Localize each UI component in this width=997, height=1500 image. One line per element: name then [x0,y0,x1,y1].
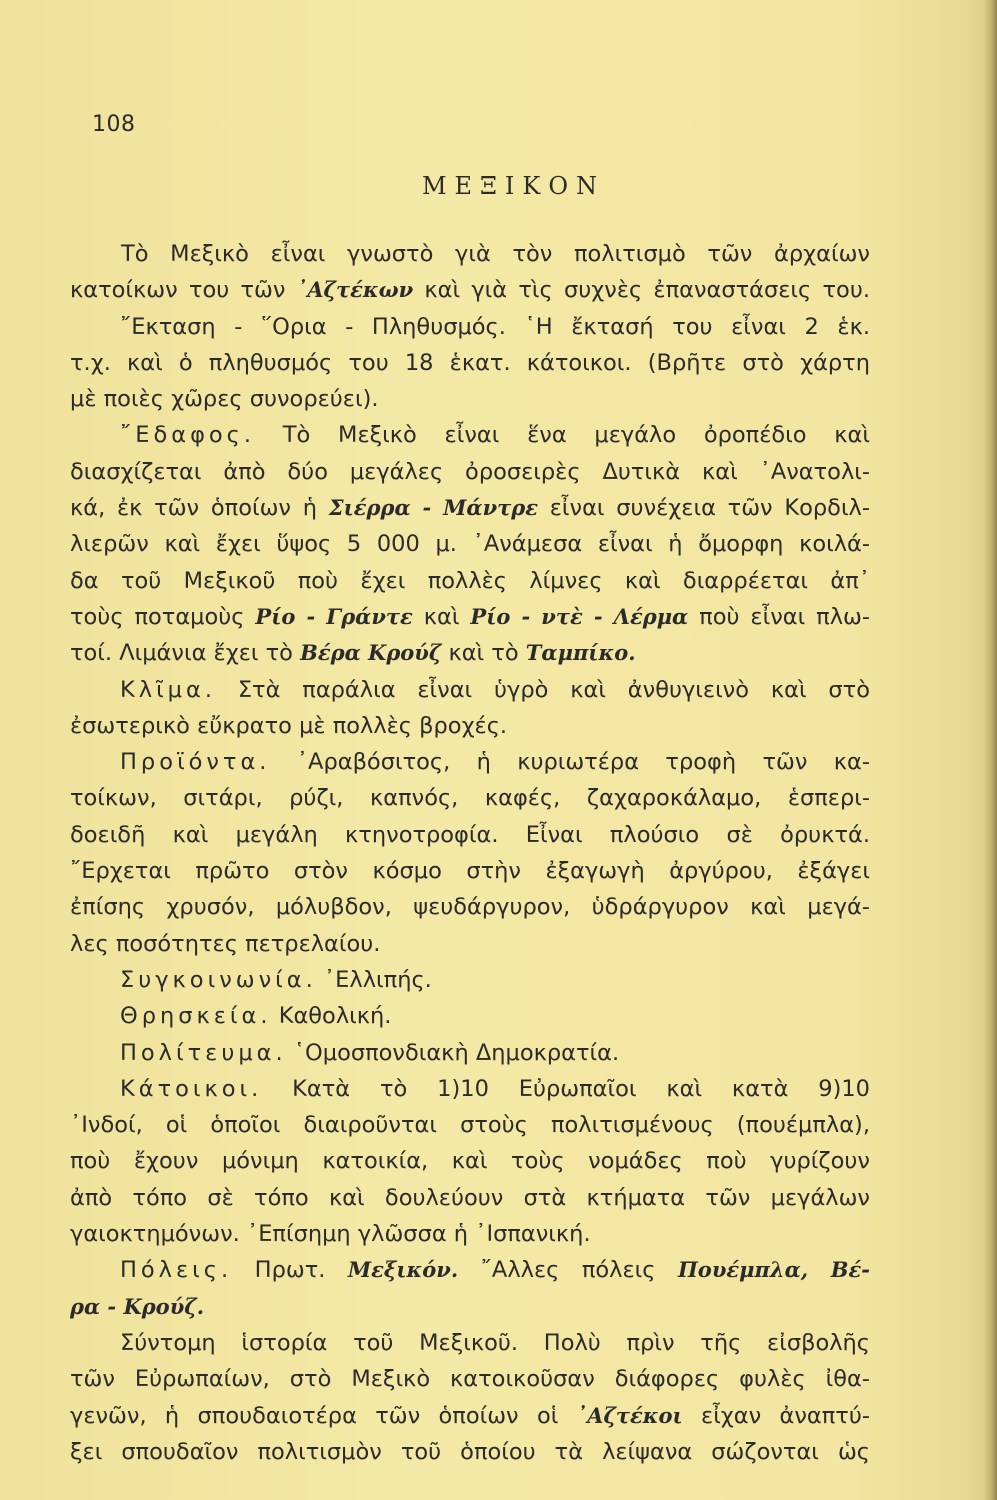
section-heading: ῎Εδαφος. [120,422,256,449]
section-heading: Πολίτευμα. [120,1039,287,1066]
section-heading: Συγκοινωνία. [120,966,317,993]
page-number: 108 [92,112,136,137]
text-line: γενῶν, ἡ σπουδαιοτέρα τῶν ὁποίων οἱ ᾿Αζτέκοι εἶχαν ἀναπτύ- [70,1402,870,1429]
text-line: τοὺς ποταμοὺς Ρίο - Γράντε καὶ Ρίο - ντὲ - Λέρμα ποὺ εἶναι πλω- [70,603,870,630]
section-heading: Κάτοικοι. [120,1075,263,1102]
text-line: Σύντομη ἱστορία τοῦ Μεξικοῦ. Πολὺ πρὶν τῆς εἰσβολῆς [120,1329,870,1356]
text-line: Πόλεις. Πρωτ. Μεξικόν. ῎Αλλες πόλεις Πουέμπλα, Βέ- [120,1257,870,1284]
page-body-text [70,236,870,1470]
text-line: Θρησκεία. Καθολική. [120,1003,392,1030]
section-heading: Πόλεις. [120,1257,233,1284]
emphasis: Ρίο - Γράντε [255,603,413,629]
emphasis: Βέρα Κρούζ [300,640,442,666]
page-edge-shadow [983,0,997,1500]
text-line: ἀπὸ τόπο σὲ τόπο καὶ δουλεύουν στὰ κτήματα τῶν μεγάλων [70,1184,870,1211]
text-line: δα τοῦ Μεξικοῦ ποὺ ἔχει πολλὲς λίμνες καὶ διαρρέεται ἀπ᾿ [70,567,870,594]
text-line: λες ποσότητες πετρελαίου. [70,930,381,957]
text-line: τῶν Εὐρωπαίων, στὸ Μεξικὸ κατοικοῦσαν διάφορες φυλὲς ἰθα- [70,1366,870,1393]
text-line: ἐσωτερικὸ εὔκρατο μὲ πολλὲς βροχές. [70,712,508,739]
text-line: κατοίκων του τῶν ᾿Αζτέκων καὶ γιὰ τὶς συχνὲς ἐπαναστάσεις του. [70,277,870,304]
emphasis: Ρίο - ντὲ - Λέρμα [470,603,689,629]
text-line: Πολίτευμα. ῾Ομοσπονδιακὴ Δημοκρατία. [120,1039,620,1066]
emphasis: Πουέμπλα, Βέ- [677,1257,870,1283]
text-line: ῎Ερχεται πρῶτο στὸν κόσμο στὴν ἐξαγωγὴ ἀργύρου, ἐξάγει [70,858,870,885]
text-line: λιερῶν καὶ ἔχει ὕψος 5 000 μ. ᾿Ανάμεσα εἶναι ἡ ὄμορφη κοιλά- [70,531,870,558]
text-line: τοίκων, σιτάρι, ρύζι, καπνός, καφές, ζαχαροκάλαμο, ἑσπερι- [70,785,870,812]
text-line: ποὺ ἔχουν μόνιμη κατοικία, καὶ τοὺς νομάδες ποὺ γυρίζουν [70,1148,870,1175]
chapter-title: ΜΕΞΙΚΟΝ [421,172,606,200]
text-line: κά, ἐκ τῶν ὁποίων ἡ Σιέρρα - Μάντρε εἶναι συνέχεια τῶν Κορδιλ- [70,495,870,522]
text-line: τοί. Λιμάνια ἔχει τὸ Βέρα Κρούζ καὶ τὸ Ταμπίκο. [70,640,636,667]
text-line: ῎Εκταση - ῞Ορια - Πληθυσμός. ῾Η ἔκτασή του εἶναι 2 ἑκ. [120,313,870,340]
text-line: Κάτοικοι. Κατὰ τὸ 1)10 Εὐρωπαῖοι καὶ κατὰ 9)10 [120,1075,870,1102]
text-line: τ.χ. καὶ ὁ πληθυσμός του 18 ἑκατ. κάτοικοι. (Βρῆτε στὸ χάρτη [70,349,870,376]
text-line: Προϊόντα. ᾿Αραβόσιτος, ἡ κυριωτέρα τροφὴ τῶν κα- [120,749,870,776]
text-line: ῎Εδαφος. Τὸ Μεξικὸ εἶναι ἕνα μεγάλο ὀροπέδιο καὶ [120,422,870,449]
text-line: δοειδῆ καὶ μεγάλη κτηνοτροφία. Εἶναι πλούσιο σὲ ὀρυκτά. [70,821,870,848]
section-heading: Κλῖμα. [120,676,216,703]
emphasis: Μεξικόν. [347,1257,459,1283]
text-line: Τὸ Μεξικὸ εἶναι γνωστὸ γιὰ τὸν πολιτισμὸ τῶν ἀρχαίων [121,241,870,267]
text-line: ξει σπουδαῖον πολιτισμὸν τοῦ ὁποίου τὰ λείψανα σώζονται ὡς [70,1438,870,1465]
text-line: διασχίζεται ἀπὸ δύο μεγάλες ὀροσειρὲς Δυτικὰ καὶ ᾿Ανατολι- [70,458,870,485]
text-line: Κλῖμα. Στὰ παράλια εἶναι ὑγρὸ καὶ ἀνθυγιεινὸ καὶ στὸ [120,676,870,703]
text-line: Συγκοινωνία. ᾿Ελλιπής. [120,966,432,993]
emphasis: Ταμπίκο. [525,640,636,666]
emphasis: Σιέρρα - Μάντρε [328,495,538,521]
text-line: μὲ ποιὲς χῶρες συνορεύει). [70,386,379,413]
section-heading: Θρησκεία. [120,1003,272,1030]
text-line: γαιοκτημόνων. ᾿Επίσημη γλῶσσα ἡ ᾿Ισπανική. [70,1221,591,1248]
text-line: ἐπίσης χρυσόν, μόλυβδον, ψευδάργυρον, ὑδράργυρον καὶ μεγά- [70,894,870,921]
emphasis: ᾿Αζτέκων [296,277,414,303]
emphasis: ρα - Κρούζ. [70,1293,205,1319]
emphasis: ᾿Αζτέκοι [576,1402,683,1428]
text-line [70,1289,870,1325]
text-line: ᾿Ινδοί, οἱ ὁποῖοι διαιροῦνται στοὺς πολιτισμένους (πουέμπλα), [70,1112,870,1139]
section-heading: Προϊόντα. [120,749,271,776]
